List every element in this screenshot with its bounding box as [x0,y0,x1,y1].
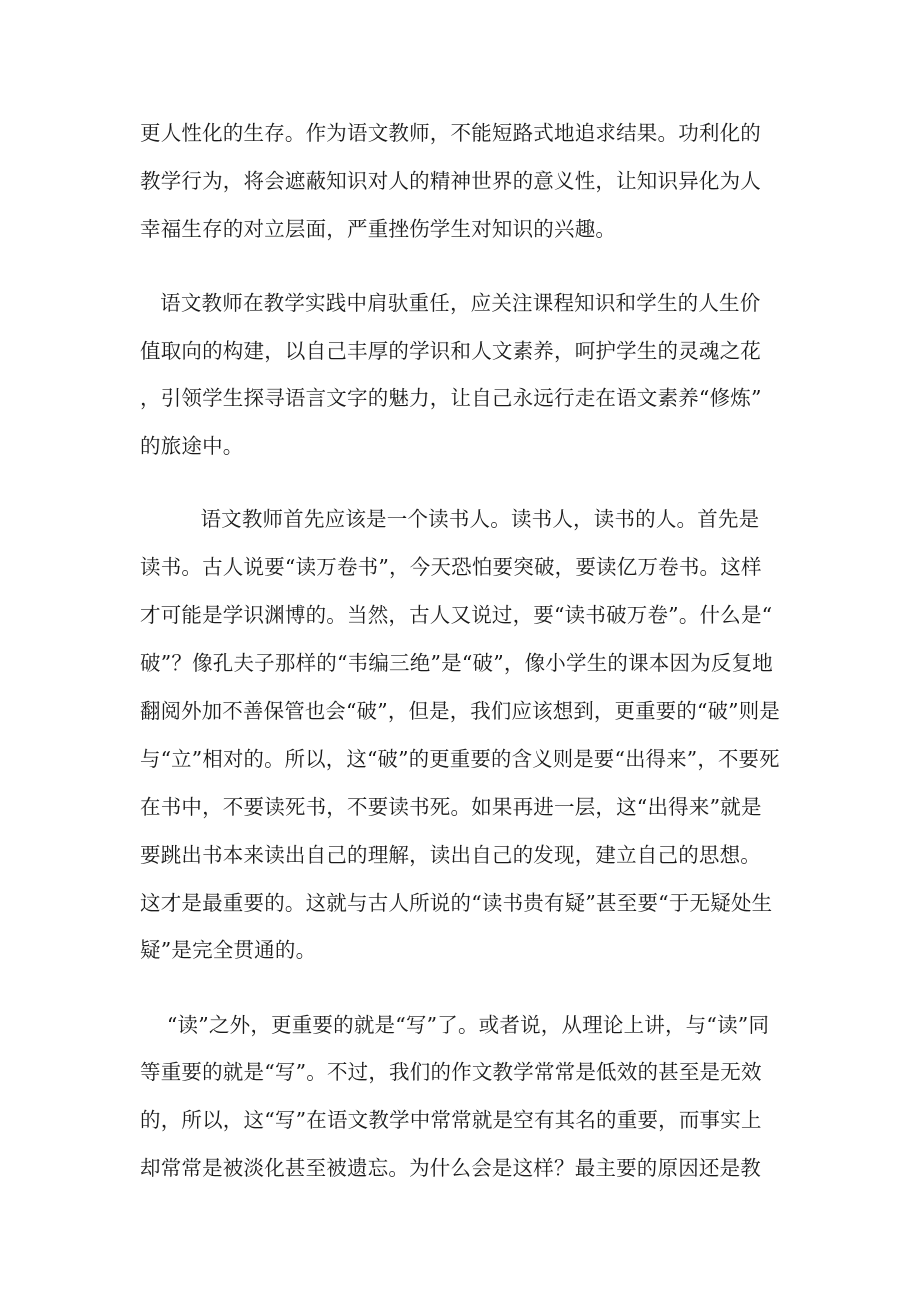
paragraph-1-line-1: 更人性化的生存。作为语文教师，不能短路式地追求结果。功利化的 [140,121,761,145]
paragraph-4-line-2: 等重要的就是“写”。不过，我们的作文教学常常是低效的甚至是无效 [140,1060,762,1084]
paragraph-2-line-2: 值取向的构建，以自己丰厚的学识和人文素养，呵护学生的灵魂之花 [140,339,761,363]
paragraph-3-line-2: 读书。古人说要“读万卷书”，今天恐怕要突破，要读亿万卷书。这样 [140,555,762,579]
paragraph-2-line-1: 语文教师在教学实践中肩驮重任，应关注课程知识和学生的人生价 [140,291,761,315]
paragraph-3-line-3: 才可能是学识渊博的。当然，古人又说过，要“读书破万卷”。什么是“ [140,603,773,627]
paragraph-3-line-10: 疑”是完全贯通的。 [140,938,317,962]
paragraph-1-line-3: 幸福生存的对立层面，严重挫伤学生对知识的兴趣。 [140,217,617,241]
paragraph-1-line-2: 教学行为，将会遮蔽知识对人的精神世界的意义性，让知识异化为人 [140,169,761,193]
paragraph-3-line-8: 要跳出书本来读出自己的理解，读出自己的发现，建立自己的思想。 [140,843,761,867]
paragraph-2-line-4: 的旅途中。 [140,434,244,458]
paragraph-4-line-3: 的，所以，这“写”在语文教学中常常就是空有其名的重要，而事实上 [140,1108,762,1132]
paragraph-3-line-6: 与“立”相对的。所以，这“破”的更重要的含义则是要“出得来”，不要死 [140,747,780,771]
paragraph-3-line-9: 这才是最重要的。这就与古人所说的“读书贵有疑”甚至要“于无疑处生 [140,891,773,915]
paragraph-4-line-4: 却常常是被淡化甚至被遗忘。为什么会是这样？最主要的原因还是教 [140,1156,761,1180]
paragraph-2-line-3: ，引领学生探寻语言文字的魅力，让自己永远行走在语文素养“修炼” [140,386,762,410]
paragraph-3-line-5: 翻阅外加不善保管也会“破”，但是，我们应该想到，更重要的“破”则是 [140,699,781,723]
paragraph-4-line-1: “读”之外，更重要的就是“写”了。或者说，从理论上讲，与“读”同 [140,1013,770,1037]
paragraph-3-line-7: 在书中，不要读死书，不要读书死。如果再进一层，这“出得来”就是 [140,795,762,819]
paragraph-3-line-1: 语文教师首先应该是一个读书人。读书人，读书的人。首先是 [140,507,760,531]
paragraph-3-line-4: 破”？像孔夫子那样的“韦编三绝”是“破”，像小学生的课本因为反复地 [140,651,773,675]
